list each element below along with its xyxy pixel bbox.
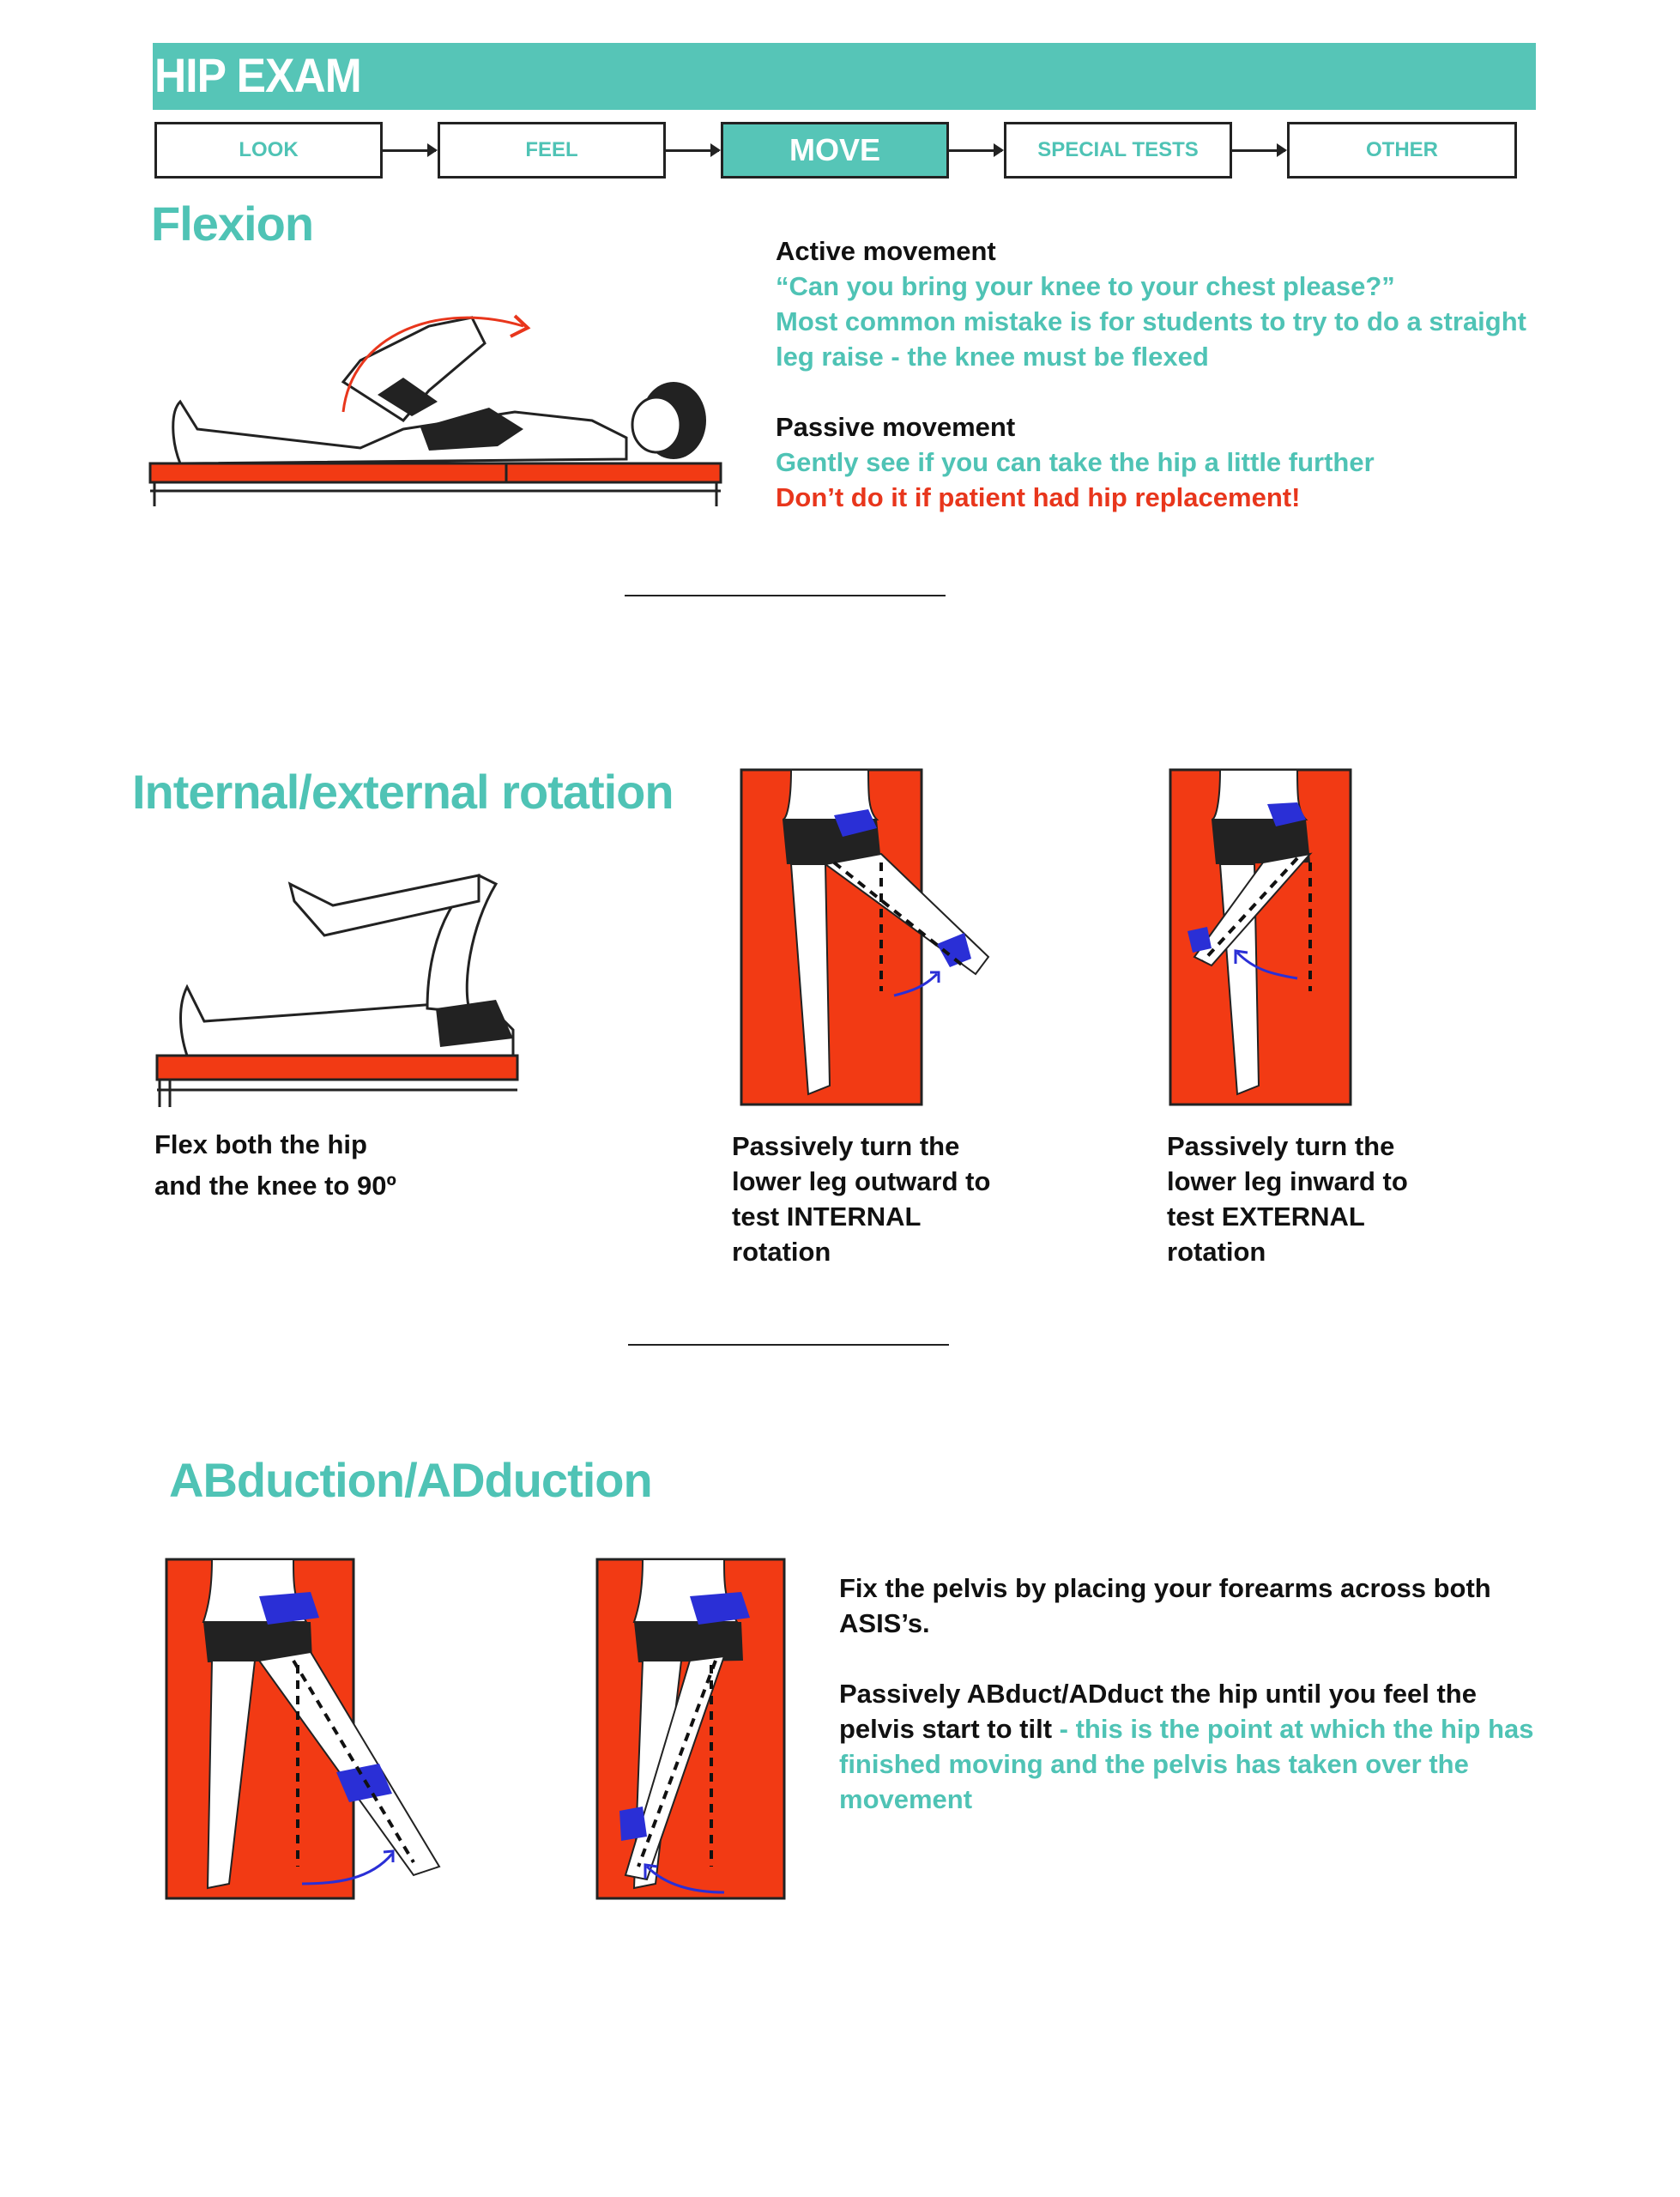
active-movement-quote: “Can you bring your knee to your chest please?” [776,271,1395,301]
internal-rotation-caption: Passively turn the [732,1131,960,1161]
active-movement-heading: Active movement [776,236,996,266]
internal-rotation-caption: test INTERNAL [732,1201,922,1232]
external-rotation-caption: test EXTERNAL [1167,1201,1365,1232]
abduction-instruction: Fix the pelvis by placing your forearms across both [839,1573,1491,1603]
hip-knee-flexed-illustration [153,858,522,1107]
hip-replacement-warning: Don’t do it if patient had hip replacement! [776,482,1301,512]
external-rotation-illustration [1169,768,1383,1111]
step-other[interactable]: OTHER [1287,122,1517,179]
abduction-title: ABduction/ADduction [169,1453,652,1507]
internal-rotation-caption: rotation [732,1237,831,1267]
abduction-instruction: movement [839,1784,973,1814]
rotation-caption-flex: and the knee to 90º [154,1171,396,1201]
step-arrow [383,149,436,152]
external-rotation-caption: Passively turn the [1167,1131,1395,1161]
passive-movement-heading: Passive movement [776,412,1016,442]
abduction-instruction-teal: - this is the point at which the hip has [1052,1714,1534,1744]
rotation-caption-flex: Flex both the hip [154,1129,367,1159]
step-arrow [1232,149,1285,152]
passive-movement-tip: Gently see if you can take the hip a little further [776,447,1375,477]
abduction-instruction: Passively ABduct/ADduct the hip until you feel the [839,1679,1477,1709]
abduction-instruction-black: pelvis start to tilt [839,1714,1053,1744]
internal-rotation-illustration [740,768,1006,1111]
section-divider [625,595,946,596]
step-feel[interactable]: FEEL [438,122,666,179]
rotation-title: Internal/external rotation [132,765,674,819]
section-divider [628,1344,949,1346]
flexion-title: Flexion [151,197,314,251]
external-rotation-caption: lower leg inward to [1167,1166,1408,1196]
abduction-instruction: ASIS’s. [839,1608,930,1638]
abduction-instruction: finished moving and the pelvis has taken over the [839,1749,1469,1779]
step-arrow [666,149,719,152]
internal-rotation-caption: lower leg outward to [732,1166,991,1196]
step-special-tests[interactable]: SPECIAL TESTS [1004,122,1232,179]
adduction-illustration [595,1558,793,1901]
flexion-illustration [146,300,729,506]
step-look[interactable]: LOOK [154,122,383,179]
active-movement-tip: Most common mistake is for students to try to do a straight [776,306,1526,336]
abduction-instruction [839,1711,1534,1746]
step-move[interactable]: MOVE [721,122,949,179]
page-title: HIP EXAM [154,48,361,102]
external-rotation-caption: rotation [1167,1237,1266,1267]
step-arrow [949,149,1002,152]
active-movement-tip: leg raise - the knee must be flexed [776,342,1209,372]
abduction-illustration [165,1558,448,1901]
